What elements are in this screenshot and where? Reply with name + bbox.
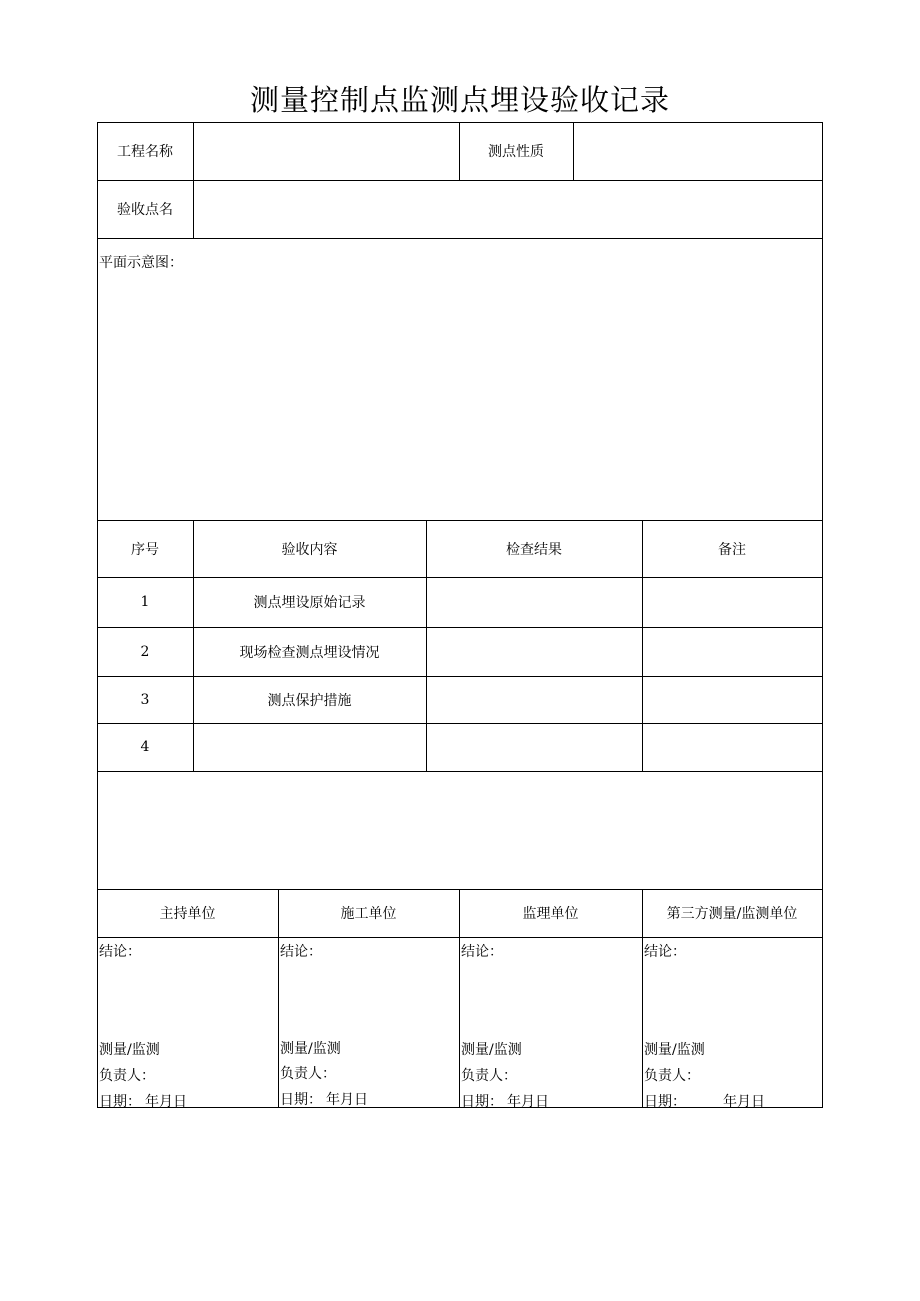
conclusion-label: 结论： bbox=[99, 944, 141, 960]
person-label: 负责人： bbox=[99, 1068, 155, 1084]
row-result-field[interactable] bbox=[427, 677, 641, 722]
date-suffix: 年月日 bbox=[723, 1094, 765, 1110]
row-no: 1 bbox=[140, 594, 150, 610]
point-nature-label: 测点性质 bbox=[488, 144, 544, 160]
date-label: 日期： bbox=[280, 1092, 322, 1108]
project-name-label: 工程名称 bbox=[117, 144, 173, 160]
row-content: 测点埋设原始记录 bbox=[253, 595, 366, 611]
date-suffix: 年月日 bbox=[326, 1092, 368, 1108]
person-label: 负责人： bbox=[280, 1066, 336, 1082]
date-label: 日期： bbox=[99, 1094, 141, 1110]
point-name-field[interactable] bbox=[194, 180, 822, 238]
date-label: 日期： bbox=[644, 1094, 686, 1110]
role-label: 测量/监测 bbox=[644, 1042, 705, 1058]
row-content-field[interactable] bbox=[194, 724, 425, 770]
row-no: 4 bbox=[140, 739, 150, 755]
row-remark-field[interactable] bbox=[643, 724, 821, 770]
header-result: 检查结果 bbox=[506, 541, 562, 558]
row-remark-field[interactable] bbox=[643, 628, 821, 675]
row-result-field[interactable] bbox=[427, 578, 641, 626]
project-name-field[interactable] bbox=[194, 122, 459, 180]
row-remark-field[interactable] bbox=[643, 677, 821, 722]
header-content: 验收内容 bbox=[281, 541, 338, 558]
row-no: 3 bbox=[140, 691, 150, 708]
blank-area[interactable] bbox=[98, 772, 822, 888]
point-name-label: 验收点名 bbox=[117, 202, 173, 218]
table-border-bottom bbox=[97, 1107, 823, 1108]
role-label: 测量/监测 bbox=[461, 1042, 522, 1058]
row-content: 测点保护措施 bbox=[267, 692, 352, 709]
table-divider bbox=[97, 937, 823, 938]
header-no: 序号 bbox=[131, 541, 159, 558]
page-title: 测量控制点监测点埋设验收记录 bbox=[249, 83, 670, 117]
conclusion-label: 结论： bbox=[461, 944, 503, 960]
conclusion-label: 结论： bbox=[280, 944, 322, 960]
unit-name-third-party: 第三方测量/监测单位 bbox=[666, 906, 798, 922]
person-label: 负责人： bbox=[644, 1068, 700, 1084]
person-label: 负责人： bbox=[461, 1068, 517, 1084]
conclusion-label: 结论： bbox=[644, 944, 686, 960]
table-divider bbox=[97, 238, 823, 239]
header-remark: 备注 bbox=[718, 541, 746, 558]
point-nature-field[interactable] bbox=[574, 122, 822, 180]
unit-name-construction: 施工单位 bbox=[340, 906, 397, 922]
row-result-field[interactable] bbox=[427, 724, 641, 770]
row-result-field[interactable] bbox=[427, 628, 641, 675]
date-label: 日期： bbox=[461, 1094, 503, 1110]
role-label: 测量/监测 bbox=[99, 1042, 160, 1058]
row-content: 现场检查测点埋设情况 bbox=[239, 644, 380, 661]
unit-name-supervision: 监理单位 bbox=[522, 906, 579, 922]
unit-name-host: 主持单位 bbox=[159, 906, 216, 922]
diagram-label: 平面示意图： bbox=[99, 255, 183, 271]
row-no: 2 bbox=[140, 643, 150, 660]
date-suffix: 年月日 bbox=[507, 1094, 549, 1110]
table-border-right bbox=[822, 122, 823, 1108]
role-label: 测量/监测 bbox=[280, 1041, 341, 1057]
date-suffix: 年月日 bbox=[145, 1094, 187, 1110]
diagram-area[interactable] bbox=[98, 272, 822, 518]
row-remark-field[interactable] bbox=[643, 578, 821, 626]
